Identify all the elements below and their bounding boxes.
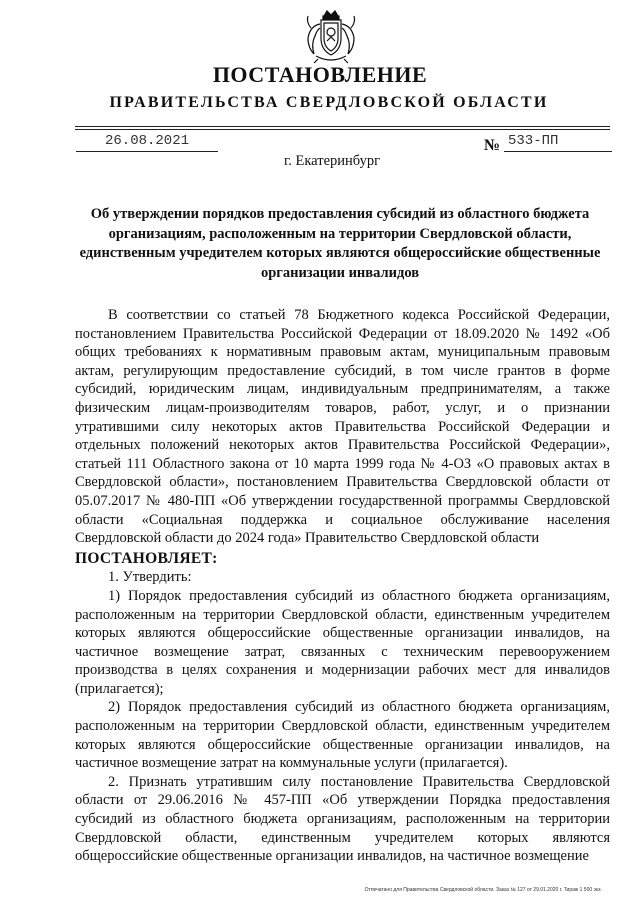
clause-1-1: 1) Порядок предоставления субсидий из областного бюджета организациям, расположенным на территории Свердловской области, единственным учредителем которых являются общероссийские общественные организации инвалидов, на частичное возмещение затрат, связанных с техническим перевооружением производства в целях сохранения и модернизации рабочих мест для инвалидов (прилагается); (75, 587, 610, 697)
city: г. Екатеринбург (283, 153, 381, 169)
document-title: Об утверждении порядков предоставления субсидий из областного бюджета организациям, расположенным на территории Свердловской области, единственным учредителем которых являются общероссийские общественные организации инвалидов (79, 206, 601, 281)
clause-1-2: 2) Порядок предоставления субсидий из областного бюджета организациям, расположенным на территории Свердловской области, единственным учредителем которых являются общероссийские общественные организации инвалидов, на частичное возмещение затрат на коммунальные услуги (прилагается). (75, 699, 610, 772)
document-date: 26.08.2021 (76, 133, 218, 152)
clause-2: 2. Признать утратившим силу постановление Правительства Свердловской области от 29.06.2016 № 457-ПП «Об утверждении Порядка предоставления субсидий из областного бюджета организациям, расположенным на территории Свердловской области, единственным учредителем которых являются общероссийские общественные организации инвалидов, на частичное возмещение (75, 773, 610, 865)
print-note: Отпечатано для Правительства Свердловской области. Заказ № 127 от 29.01.2020 г. Тираж 1 500 экз. (364, 887, 602, 893)
document-number: 533-ПП (504, 133, 612, 152)
document-body (75, 306, 610, 866)
coat-of-arms-icon (302, 8, 360, 66)
resolves-heading: ПОСТАНОВЛЯЕТ: (75, 549, 218, 567)
document-type-title: ПОСТАНОВЛЕНИЕ (212, 62, 428, 87)
preamble: В соответствии со статьей 78 Бюджетного кодекса Российской Федерации, постановлением Правительства Российской Федерации от 18.09.2020 № 1492 «Об общих требованиях к нормативным правовым актам, муниципальным правовым актам, регулирующим предоставление субсидий, в том числе грантов в форме субсидий, юридическим лицам, индивидуальным предпринимателям, а также физическим лицам-производителям товаров, работ, услуг, и о признании утратившими силу некоторых актов Правительства Российской Федерации и отдельных положений некоторых актов Правительства Российской Федерации», статьей 111 Областного закона от 10 марта 1999 года № 4-ОЗ «О правовых актах в Свердловской области», постановлением Правительства Свердловской области от 05.07.2017 № 480-ПП «Об утверждении государственной программы Свердловской области «Социальная поддержка и социальное обслуживание населения Свердловской области до 2024 года» Правительство Свердловской области (75, 307, 610, 547)
header-divider (75, 126, 610, 127)
number-label: № (484, 137, 501, 154)
issuing-authority: ПРАВИТЕЛЬСТВА СВЕРДЛОВСКОЙ ОБЛАСТИ (109, 94, 549, 111)
clause-1: 1. Утвердить: (108, 569, 192, 586)
header-divider-secondary (75, 129, 610, 130)
